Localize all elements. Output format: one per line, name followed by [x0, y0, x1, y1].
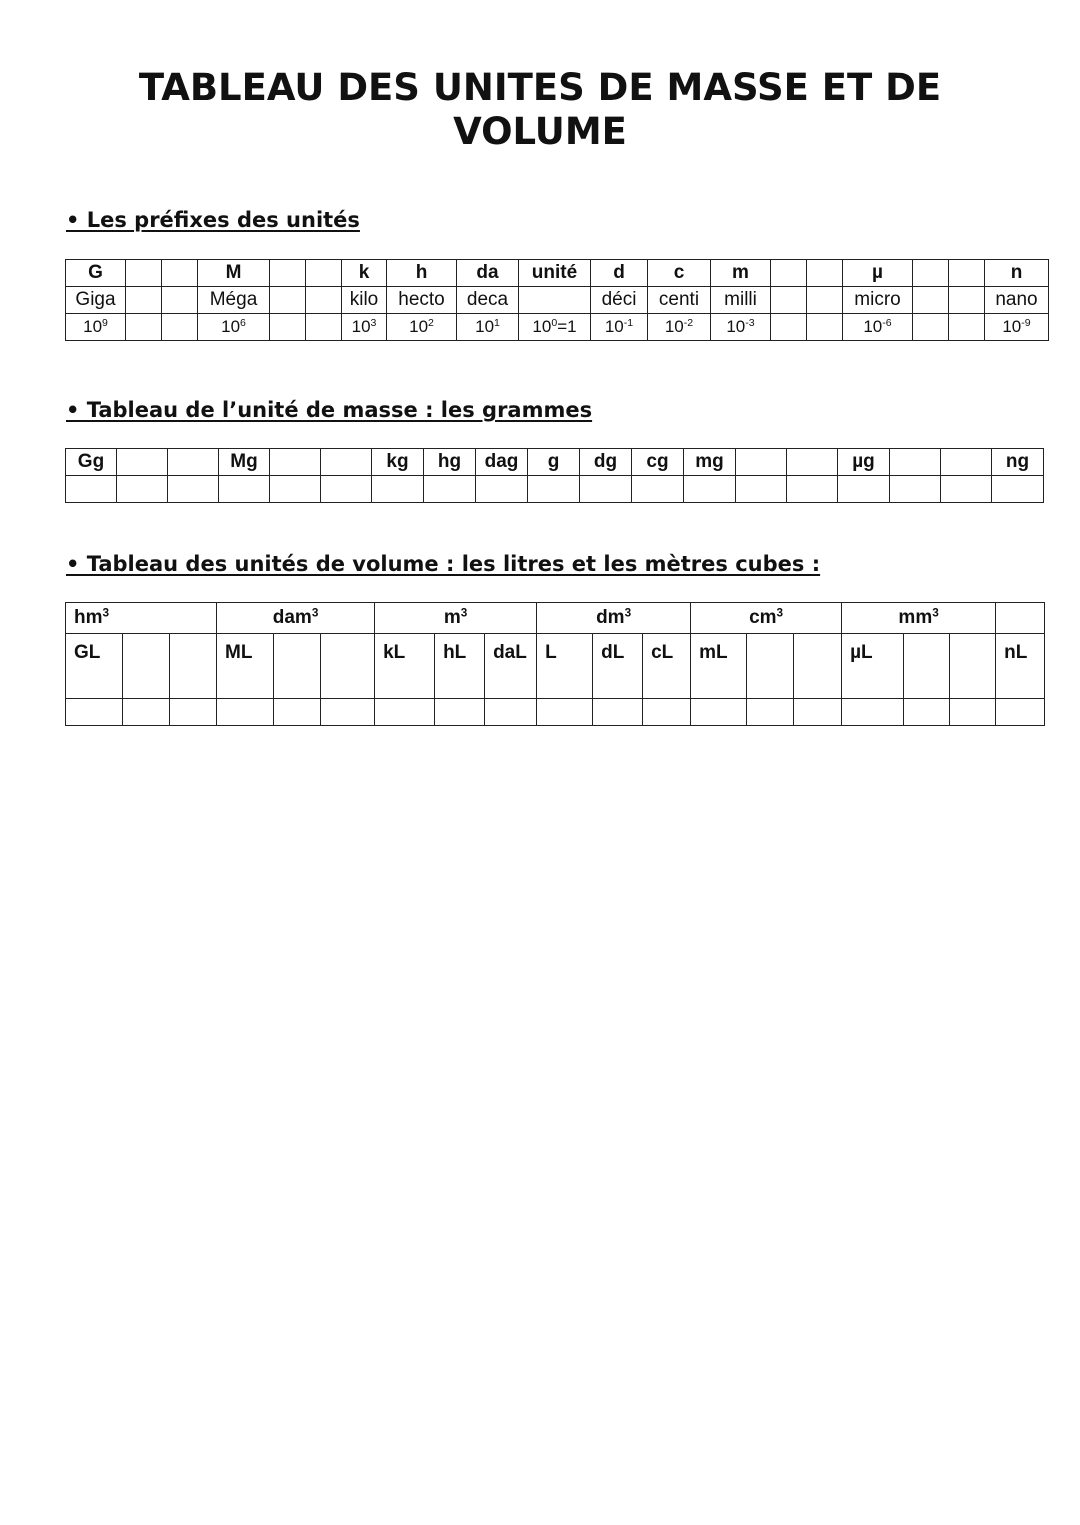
mass-empty-cell — [632, 476, 684, 503]
prefix-power-cell — [771, 314, 807, 341]
power-base: 10 — [221, 317, 241, 336]
mass-empty-cell — [992, 476, 1044, 503]
title-line-2: VOLUME — [453, 110, 627, 153]
power-base: dam — [272, 607, 312, 628]
mass-empty-cell — [890, 476, 941, 503]
power-exponent: 1 — [494, 317, 500, 330]
prefix-table — [65, 259, 1049, 341]
power-base: 10 — [664, 317, 684, 336]
prefix-symbol-row — [66, 260, 1049, 287]
volume-empty-cell — [950, 699, 996, 726]
power-base: 10 — [726, 317, 746, 336]
power-base: 10 — [83, 317, 103, 336]
power-base: 10 — [1002, 317, 1022, 336]
prefix-symbol-cell — [771, 260, 807, 287]
prefix-symbol-cell — [126, 260, 162, 287]
volume-empty-cell — [123, 699, 170, 726]
prefix-name-cell — [949, 287, 985, 314]
cubic-unit-cell — [842, 603, 996, 634]
mass-unit-cell: µg — [838, 449, 890, 476]
power-base: 10 — [863, 317, 883, 336]
mass-empty-cell — [736, 476, 787, 503]
litre-unit-cell: kL — [375, 634, 435, 699]
prefix-symbol-cell — [306, 260, 342, 287]
cubic-unit-row — [66, 603, 1045, 634]
mass-empty-cell — [838, 476, 890, 503]
prefix-name-cell — [270, 287, 306, 314]
mass-empty-cell — [787, 476, 838, 503]
mass-empty-cell — [684, 476, 736, 503]
section-heading-volume: • Tableau des unités de volume : les litres et les mètres cubes : — [66, 552, 821, 576]
power-exponent: 3 — [624, 606, 632, 620]
section-heading-prefixes: • Les préfixes des unités — [66, 208, 360, 232]
prefix-power-row — [66, 314, 1049, 341]
volume-empty-cell — [66, 699, 123, 726]
prefix-power-cell — [519, 314, 591, 341]
litre-unit-cell: hL — [435, 634, 485, 699]
prefix-power-cell — [66, 314, 126, 341]
prefix-name-cell — [807, 287, 843, 314]
litre-unit-cell: cL — [643, 634, 691, 699]
litre-unit-cell: daL — [485, 634, 537, 699]
power-base: dm — [596, 607, 625, 628]
litre-unit-cell — [747, 634, 794, 699]
prefix-name-cell: milli — [711, 287, 771, 314]
mass-unit-cell — [117, 449, 168, 476]
prefix-symbol-cell — [807, 260, 843, 287]
prefix-name-cell: hecto — [387, 287, 457, 314]
mass-empty-cell — [941, 476, 992, 503]
prefix-name-cell — [913, 287, 949, 314]
prefix-name-cell: Méga — [198, 287, 270, 314]
volume-empty-cell — [747, 699, 794, 726]
cubic-unit-cell — [66, 603, 217, 634]
title-line-1: TABLEAU DES UNITES DE MASSE ET DE — [138, 66, 942, 109]
prefix-power-cell — [985, 314, 1049, 341]
cubic-unit-cell — [375, 603, 537, 634]
prefix-symbol-cell — [162, 260, 198, 287]
litre-unit-cell: L — [537, 634, 593, 699]
cubic-unit-cell — [691, 603, 842, 634]
power-exponent: 9 — [102, 317, 108, 330]
mass-empty-cell — [372, 476, 424, 503]
mass-unit-cell — [270, 449, 321, 476]
mass-unit-cell — [736, 449, 787, 476]
mass-unit-cell: mg — [684, 449, 736, 476]
prefix-power-cell — [342, 314, 387, 341]
litre-unit-cell: µL — [842, 634, 904, 699]
volume-empty-cell — [485, 699, 537, 726]
power-base: cm — [749, 607, 777, 628]
prefix-power-cell — [648, 314, 711, 341]
mass-empty-cell — [117, 476, 168, 503]
power-base: 10 — [409, 317, 429, 336]
prefix-symbol-cell: da — [457, 260, 519, 287]
prefix-symbol-cell — [949, 260, 985, 287]
mass-empty-cell — [528, 476, 580, 503]
mass-empty-cell — [321, 476, 372, 503]
prefix-symbol-cell: n — [985, 260, 1049, 287]
prefix-power-cell — [387, 314, 457, 341]
power-exponent: 0 — [551, 317, 558, 330]
prefix-power-cell — [270, 314, 306, 341]
power-exponent: 3 — [311, 606, 319, 620]
prefix-symbol-cell — [913, 260, 949, 287]
power-base: hm — [74, 607, 103, 628]
prefix-power-cell — [949, 314, 985, 341]
prefix-power-cell — [162, 314, 198, 341]
volume-empty-cell — [691, 699, 747, 726]
litre-unit-cell — [170, 634, 217, 699]
prefix-symbol-cell: unité — [519, 260, 591, 287]
mass-unit-cell: dg — [580, 449, 632, 476]
litre-unit-cell: GL — [66, 634, 123, 699]
section-heading-mass: • Tableau de l’unité de masse : les grammes — [66, 398, 593, 422]
mass-unit-cell: ng — [992, 449, 1044, 476]
litre-unit-cell: nL — [996, 634, 1045, 699]
prefix-name-cell: nano — [985, 287, 1049, 314]
prefix-symbol-cell: µ — [843, 260, 913, 287]
power-base: 10 — [532, 317, 552, 336]
power-exponent: 3 — [460, 606, 468, 620]
power-exponent: -1 — [623, 317, 634, 330]
litre-unit-cell — [794, 634, 842, 699]
litre-unit-cell: ML — [217, 634, 274, 699]
prefix-name-row — [66, 287, 1049, 314]
mass-unit-cell — [321, 449, 372, 476]
prefix-name-cell — [519, 287, 591, 314]
power-exponent: 3 — [776, 606, 784, 620]
mass-unit-cell: dag — [476, 449, 528, 476]
mass-empty-row — [66, 476, 1044, 503]
cubic-unit-cell — [217, 603, 375, 634]
prefix-power-cell — [126, 314, 162, 341]
prefix-name-cell — [306, 287, 342, 314]
mass-unit-cell: hg — [424, 449, 476, 476]
power-exponent: 3 — [932, 606, 939, 620]
prefix-power-cell — [457, 314, 519, 341]
power-exponent: -6 — [882, 317, 892, 330]
prefix-name-cell: kilo — [342, 287, 387, 314]
power-suffix: =1 — [557, 317, 577, 336]
mass-unit-cell — [787, 449, 838, 476]
prefix-symbol-cell: G — [66, 260, 126, 287]
power-exponent: -9 — [1021, 317, 1031, 330]
prefix-power-cell — [913, 314, 949, 341]
power-exponent: 3 — [370, 317, 377, 330]
power-base: 10 — [351, 317, 371, 336]
prefix-name-cell: deca — [457, 287, 519, 314]
mass-empty-cell — [219, 476, 270, 503]
mass-unit-cell: Gg — [66, 449, 117, 476]
mass-empty-cell — [476, 476, 528, 503]
mass-empty-cell — [168, 476, 219, 503]
prefix-power-cell — [843, 314, 913, 341]
power-exponent: -3 — [745, 317, 755, 330]
mass-unit-cell: kg — [372, 449, 424, 476]
power-exponent: 3 — [102, 606, 110, 620]
prefix-power-cell — [807, 314, 843, 341]
prefix-name-cell: Giga — [66, 287, 126, 314]
prefix-symbol-cell: d — [591, 260, 648, 287]
mass-unit-cell: g — [528, 449, 580, 476]
prefix-name-cell: micro — [843, 287, 913, 314]
volume-empty-cell — [170, 699, 217, 726]
volume-empty-cell — [593, 699, 643, 726]
prefix-name-cell — [162, 287, 198, 314]
mass-unit-cell — [168, 449, 219, 476]
volume-empty-cell — [321, 699, 375, 726]
mass-empty-cell — [424, 476, 476, 503]
prefix-symbol-cell: M — [198, 260, 270, 287]
prefix-name-cell: déci — [591, 287, 648, 314]
volume-empty-cell — [842, 699, 904, 726]
prefix-power-cell — [306, 314, 342, 341]
mass-empty-cell — [66, 476, 117, 503]
prefix-name-cell — [126, 287, 162, 314]
volume-table — [65, 602, 1045, 726]
power-exponent: 2 — [428, 317, 434, 330]
mass-empty-cell — [580, 476, 632, 503]
litre-unit-cell — [321, 634, 375, 699]
prefix-symbol-cell: c — [648, 260, 711, 287]
volume-empty-cell — [375, 699, 435, 726]
power-base: 10 — [475, 317, 495, 336]
mass-unit-cell: cg — [632, 449, 684, 476]
volume-empty-cell — [643, 699, 691, 726]
volume-empty-cell — [537, 699, 593, 726]
prefix-symbol-cell: h — [387, 260, 457, 287]
power-base: m — [443, 607, 461, 628]
litre-unit-cell — [950, 634, 996, 699]
volume-empty-cell — [794, 699, 842, 726]
power-base: 10 — [604, 317, 624, 336]
litre-unit-row — [66, 634, 1045, 699]
prefix-power-cell — [198, 314, 270, 341]
mass-unit-cell — [890, 449, 941, 476]
volume-empty-row — [66, 699, 1045, 726]
prefix-name-cell — [771, 287, 807, 314]
cubic-unit-cell — [537, 603, 691, 634]
volume-empty-cell — [996, 699, 1045, 726]
volume-empty-cell — [217, 699, 274, 726]
prefix-name-cell: centi — [648, 287, 711, 314]
mass-unit-cell — [941, 449, 992, 476]
cubic-unit-cell — [996, 603, 1045, 634]
prefix-power-cell — [591, 314, 648, 341]
prefix-symbol-cell: m — [711, 260, 771, 287]
power-exponent: -2 — [683, 317, 694, 330]
prefix-symbol-cell: k — [342, 260, 387, 287]
litre-unit-cell: dL — [593, 634, 643, 699]
prefix-power-cell — [711, 314, 771, 341]
volume-empty-cell — [904, 699, 950, 726]
power-base: mm — [898, 607, 933, 628]
page-title — [0, 66, 1080, 154]
mass-unit-cell: Mg — [219, 449, 270, 476]
volume-empty-cell — [274, 699, 321, 726]
power-exponent: 6 — [240, 317, 246, 330]
litre-unit-cell — [123, 634, 170, 699]
mass-unit-row — [66, 449, 1044, 476]
litre-unit-cell: mL — [691, 634, 747, 699]
litre-unit-cell — [904, 634, 950, 699]
prefix-symbol-cell — [270, 260, 306, 287]
mass-empty-cell — [270, 476, 321, 503]
mass-table — [65, 448, 1044, 503]
volume-empty-cell — [435, 699, 485, 726]
litre-unit-cell — [274, 634, 321, 699]
